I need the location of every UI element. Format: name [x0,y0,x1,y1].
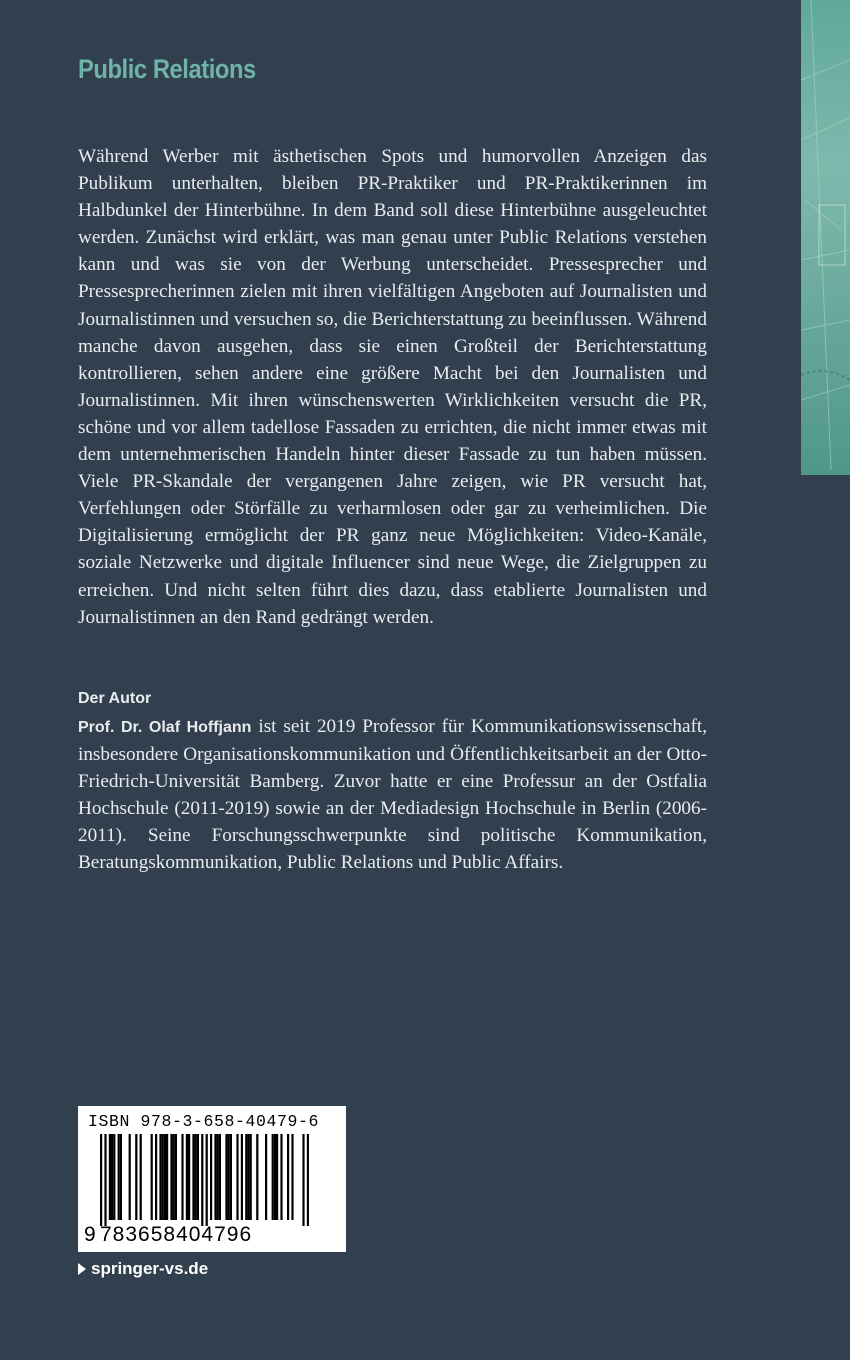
author-bio-text: ist seit 2019 Professor für Kommunikationswissenschaft, insbesondere Organisationskommunikation und Öffentlichkeitsarbeit an der Otto-Friedrich-Universität Bamberg. Zuvor hatte er eine Professur an der Ostfalia Hochschule (2011-2019) sowie an der Mediadesign Hochschule in Berlin (2006-2011). Seine Forschungsschwerpunkte sind politische Kommunikation, Beratungskommunikation, Public Relations und Public Affairs. [78,716,707,874]
barcode-bar [228,1134,230,1220]
barcode-bar [307,1134,309,1226]
barcode-bar [192,1134,194,1220]
barcode-bar [247,1134,249,1220]
barcode-bar [197,1134,199,1220]
barcode-bar [201,1134,203,1226]
barcode-bar [302,1134,304,1226]
barcode-bar [230,1134,232,1220]
blurb-text: Während Werber mit ästhetischen Spots und humorvollen Anzeigen das Publikum unterhalten, bleiben PR-Praktiker und PR-Praktikerinnen im Halbdunkel der Hinterbühne. In dem Band soll diese Hinterbühne ausgeleuchtet werden. Zunächst wird erklärt, was man genau unter Public Relations verstehen kann und was sie von der Werbung unterscheidet. Pressesprecher und Pressesprecherinnen zielen mit ihren vielfältigen Angeboten auf Journalisten und Journalistinnen und versuchen so, die Berichterstattung zu beeinflussen. Während manche davon ausgehen, dass sie einen Großteil der Berichterstattung kontrollieren, sehen andere eine größere Macht bei den Journalisten und Journalistinnen. Mit ihren wünschenswerten Wirklichkeiten versucht die PR, schöne und vor allem tadellose Fassaden zu errichten, die nicht immer etwas mit dem unternehmerischen Handeln hinter dieser Fassade zu tun haben müssen. Viele PR-Skandale der vergangenen Jahre zeigen, wie PR versucht hat, Verfehlungen oder Störfälle zu verharmlosen oder gar zu verheimlichen. Die Digitalisierung ermöglicht der PR ganz neue Möglichkeiten: Video-Kanäle, soziale Netzwerke und digitale Influencer sind neue Wege, die Zielgruppen zu erreichen. Und nicht selten führt dies dazu, dass etablierte Journalisten und Journalistinnen an den Rand gedrängt werden. [78,146,707,628]
barcode-bar [170,1134,172,1220]
cover-image-art [801,0,850,475]
barcode-bar [109,1134,111,1220]
barcode-bar [159,1134,161,1220]
barcode-bar [175,1134,177,1220]
barcode-bar [272,1134,274,1220]
author-heading: Der Autor [78,690,152,707]
barcode-bar [274,1134,276,1220]
barcode-bar [100,1134,102,1226]
barcode-bar [186,1134,188,1220]
author-bio [78,713,707,877]
barcode-bar [188,1134,190,1220]
barcode-bar [166,1134,168,1220]
barcode-bar [214,1134,216,1220]
ean-digits: 783658404796 [100,1223,253,1246]
barcode-bar [162,1134,164,1220]
barcode-bar [181,1134,183,1220]
publisher-url: springer-vs.de [91,1259,209,1278]
barcode-bar [225,1134,227,1220]
barcode-bar [129,1134,131,1220]
barcode-bar [206,1134,208,1226]
barcode-bar [276,1134,278,1220]
barcode-bar [236,1134,238,1220]
barcode-bar [135,1134,137,1220]
barcode-bar [256,1134,258,1220]
barcode-bar [241,1134,243,1220]
barcode-bar [245,1134,247,1220]
barcode-bar [155,1134,157,1220]
barcode-bar [151,1134,153,1220]
barcode-bar [104,1134,106,1226]
barcode-bar [140,1134,142,1220]
arrow-right-icon [78,1263,86,1275]
barcode-bar [210,1134,212,1220]
author-name: Prof. Dr. Olaf Hoffjann [78,719,252,736]
barcode-bar [195,1134,197,1220]
barcode-bar [219,1134,221,1220]
barcode-bar [250,1134,252,1220]
barcode-bar [291,1134,293,1220]
barcode-bar [164,1134,166,1220]
barcode-bar [118,1134,120,1220]
barcode-bar [280,1134,282,1220]
ean-first-digit: 9 [84,1223,96,1246]
cover-image-strip [801,0,850,475]
barcode-bar [113,1134,115,1220]
barcode-bar [111,1134,113,1220]
barcode-bars [78,1134,346,1226]
publisher-link[interactable] [78,1259,208,1279]
barcode-bar [265,1134,267,1220]
barcode-bar [217,1134,219,1220]
isbn-label: ISBN 978-3-658-40479-6 [88,1112,320,1131]
book-title: Public Relations [78,54,256,84]
isbn-barcode [78,1106,346,1252]
barcode-bar [287,1134,289,1220]
barcode-bar [173,1134,175,1220]
barcode-bar [120,1134,122,1220]
